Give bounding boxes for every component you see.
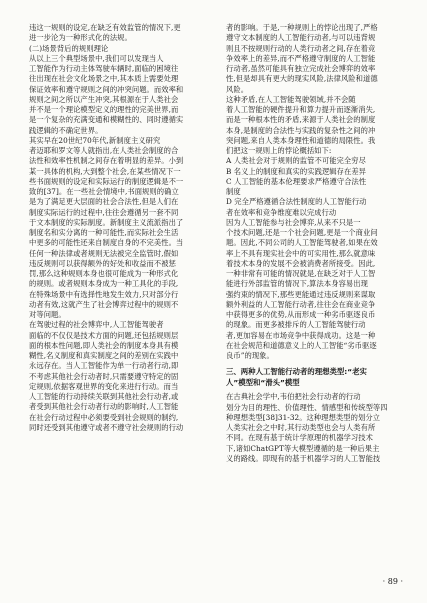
text-line: 糊性,名义制度和真实制度之间的差别在实践中 [29,351,179,360]
text-line: 些书面规则的设定和实际运行的制度逻辑是不一 [29,176,184,186]
text-line: 制度 [226,187,241,196]
text-line: 不同。在现有基于统计学原理的机器学习技术 [226,433,373,443]
text-line: 于文本制度的实际制度。新制度主义流派指出了 [29,217,184,227]
text-line: 制度名和实分离的一种可能性,而实际社会生活 [29,228,179,237]
text-line: 下,诸如ChatGPT等大模型遵循的是一种后果主 [226,443,380,453]
text-line: 遵守文本制度的人工智能行动者,与可以违背规 [226,33,376,43]
text-line: 种理想类型[38]31-32。这种理想类型的划分立 [226,412,381,422]
text-line: 划分为目的理性、价值理性、情感型和传统型等四 [226,402,388,412]
text-line: 制度实际运行的过程中,往往会遵循另一套不同 [29,207,179,217]
text-line: 者在效率和竞争维度难以完成行动 [226,207,337,217]
text-line: 致的[37]。在一些社会情境中,书面规则的确立 [29,187,179,196]
text-line: 的规则。或者规则本身成为一种工具化的手段, [29,279,179,289]
text-line: 人工智能的行动持续关联到其他社会行动者,或 [29,392,179,401]
text-line: 进一步沦为一种形式化的法规。 [29,33,132,43]
text-line: 争效率上的差异,而不严格遵守制度的人工智能 [226,53,376,63]
text-line: 定规则,依据客观世界的变化来进行行动。而当 [29,381,179,391]
text-line: 性,但是却具有更大的现实风险,法律风险和道德 [226,74,378,84]
page-number: · 89 · [382,577,403,586]
text-line: 在社会规范和道德意义上的人工智能“劣币驱逐 [226,340,377,350]
text-line: 者迈耶和罗文等人就指出,在人类社会制度的合 [29,146,179,155]
text-line: 良币”的现象。 [226,351,274,360]
text-line: 着人工智能的硬件提升和算力提升而逐渐消失, [226,105,376,114]
text-line: 行动者,虽然可能具有独立完成社会博弈的效率 [226,64,376,73]
text-line: 法性和效率性机制之间存在着明显的差异。小到 [29,156,184,166]
text-line: 题。因此,不同公司的人工智能驾驶者,如果在效 [226,238,378,248]
text-line: 往出现在社会文化场景之中,其本质上需要处理 [29,74,179,84]
text-line: 则且不按规则行动的人类行动者之间,存在着竞 [226,43,376,53]
text-line: 义的路线。即现有的基于机器学习的人工智能技 [226,453,381,463]
text-line: 罚,那么这种规则本身也很可能成为一种形式化 [29,269,179,278]
text-line: 面的根本性问题,即人类社会的制度本身具有模 [29,340,179,350]
text-line: 本身,是制度的合法性与实践的复杂性之间的冲 [226,125,376,135]
text-line: 是一个复杂的充满变通和模糊性的、同时遵循实 [29,115,184,125]
text-line: 者,更加容易在市场竞争中获得成功。这是一种 [226,330,376,340]
text-line: 并不是一个理论模型定义的理性的完美世界,而 [29,105,179,114]
text-line: 永远存在。当人工智能作为单一行动者行动,即 [29,361,179,371]
section-heading: 三、两种人工智能行动者的理想类型:“老实 [226,367,367,377]
text-line: 践逻辑的不确定世界。 [29,125,103,135]
text-line: 风险。 [226,84,249,94]
text-line: 率上不具有现实社会中的可实用性,那么就意味 [226,248,376,258]
text-line: 突问题,来自人类本身理性和道德的局限性。我 [226,135,376,145]
text-line: 人类实社会之中时,其行动类型也会与人类有所 [226,423,376,432]
text-line: 者的影响。于是,一种规则上的悖论出现了,严格 [226,23,378,32]
text-line: 们把这一规则上的悖论概括如下: [226,146,332,155]
text-line: 保证效率和遵守规则之间的冲突问题。而效率和 [29,84,184,94]
text-line: 对等问题。 [29,310,66,319]
text-line: 不考虑其他社会行动者时,只需要遵守特定的固 [29,371,179,381]
right-column [226,23,404,464]
text-line: 在驾驶过程的社会博弈中,人工智能驾驶者 [29,320,164,330]
text-line: 在特殊场景中有选择性地发生效力,只对部分行 [29,289,179,299]
text-line: 违反规则可以获得额外的好处和收益而不被惩 [29,258,176,268]
text-line: 强约束的情况下,那些更能通过违反规则来谋取 [226,289,376,299]
text-line: C 人工智能的基本伦理要求严格遵守合法性 [226,176,367,186]
left-column [29,23,207,433]
text-line: 额外利益的人工智能行动者,往往会在商业竞争 [226,299,376,309]
text-line: 者受到其他社会行动者行动的影响时,人工智能 [29,402,179,412]
subsection-heading: (二)场景背后的规则理论 [29,43,109,53]
text-line: 中获得更多的优势,从而形成一种劣币驱逐良币 [226,310,376,319]
text-line: 中更多的可能性还来自制度自身的不完美性。当 [29,238,184,248]
text-line: 从以上三个典型场景中,我们可以发现当人 [29,53,164,63]
text-line: 着技术本身的发展不会被消费者所接受。因此, [226,258,376,268]
section-heading: 人”模型和“滑头”模型 [226,377,300,387]
text-line: 工智能作为行动主体驾驶车辆时,面临的困境往 [29,64,179,73]
text-line: 任何一种法律或者规则无法被完全监管时,假如 [29,248,179,258]
text-line: 的现象。而更多被排斥的人工智能驾驶行动 [226,320,366,330]
text-line: 一种非常有可能的情况就是,在缺乏对于人工智 [226,269,376,278]
text-line: 违这一规则的设定,在缺乏有效监管的情况下,更 [29,23,181,32]
text-line: 在古典社会学中,韦伯把社会行动者的行动 [226,392,361,402]
text-line: 其实早在20世纪70年代,新制度主义研究 [29,135,161,145]
text-line: 因为人工智能参与社会博弈,从来不只是一 [226,217,361,227]
text-line: 面临的不仅仅是技术方面的问题,还包括规则层 [29,330,179,340]
text-line: 同时还受到其他遵守或者不遵守社会规则的行动 [29,422,184,432]
text-line: D 完全严格遵循合法性制度的人工智能行动 [226,197,367,207]
text-line: 能进行外部监管的情况下,算法本身容易出现 [226,279,368,289]
text-line: 动者有效,这就产生了社会博弈过程中的规则不 [29,299,179,309]
text-line: 规则之间之所以产生冲突,其根源在于人类社会 [29,94,179,104]
text-line: 这种矛盾,在人工智能驾驶领域,并不会随 [226,94,356,104]
text-line: 某一具体的机构,大到整个社会,在某些情况下一 [29,166,181,176]
text-line: B 名义上的制度和真实的实践逻辑存在差异 [226,166,367,176]
text-line: 是为了满足更大层面的社会合法性,但是人们在 [29,197,179,207]
text-line: 个技术问题,还是一个社会问题,更是一个商业问 [226,228,378,237]
text-line: A 人类社会对于规则的监管不可能完全穷尽 [226,156,366,166]
text-line: 在社会行动过程中必须要受到社会规则的制约, [29,412,179,422]
text-line: 而是一种根本性的矛盾,来源于人类社会的制度 [226,115,376,125]
